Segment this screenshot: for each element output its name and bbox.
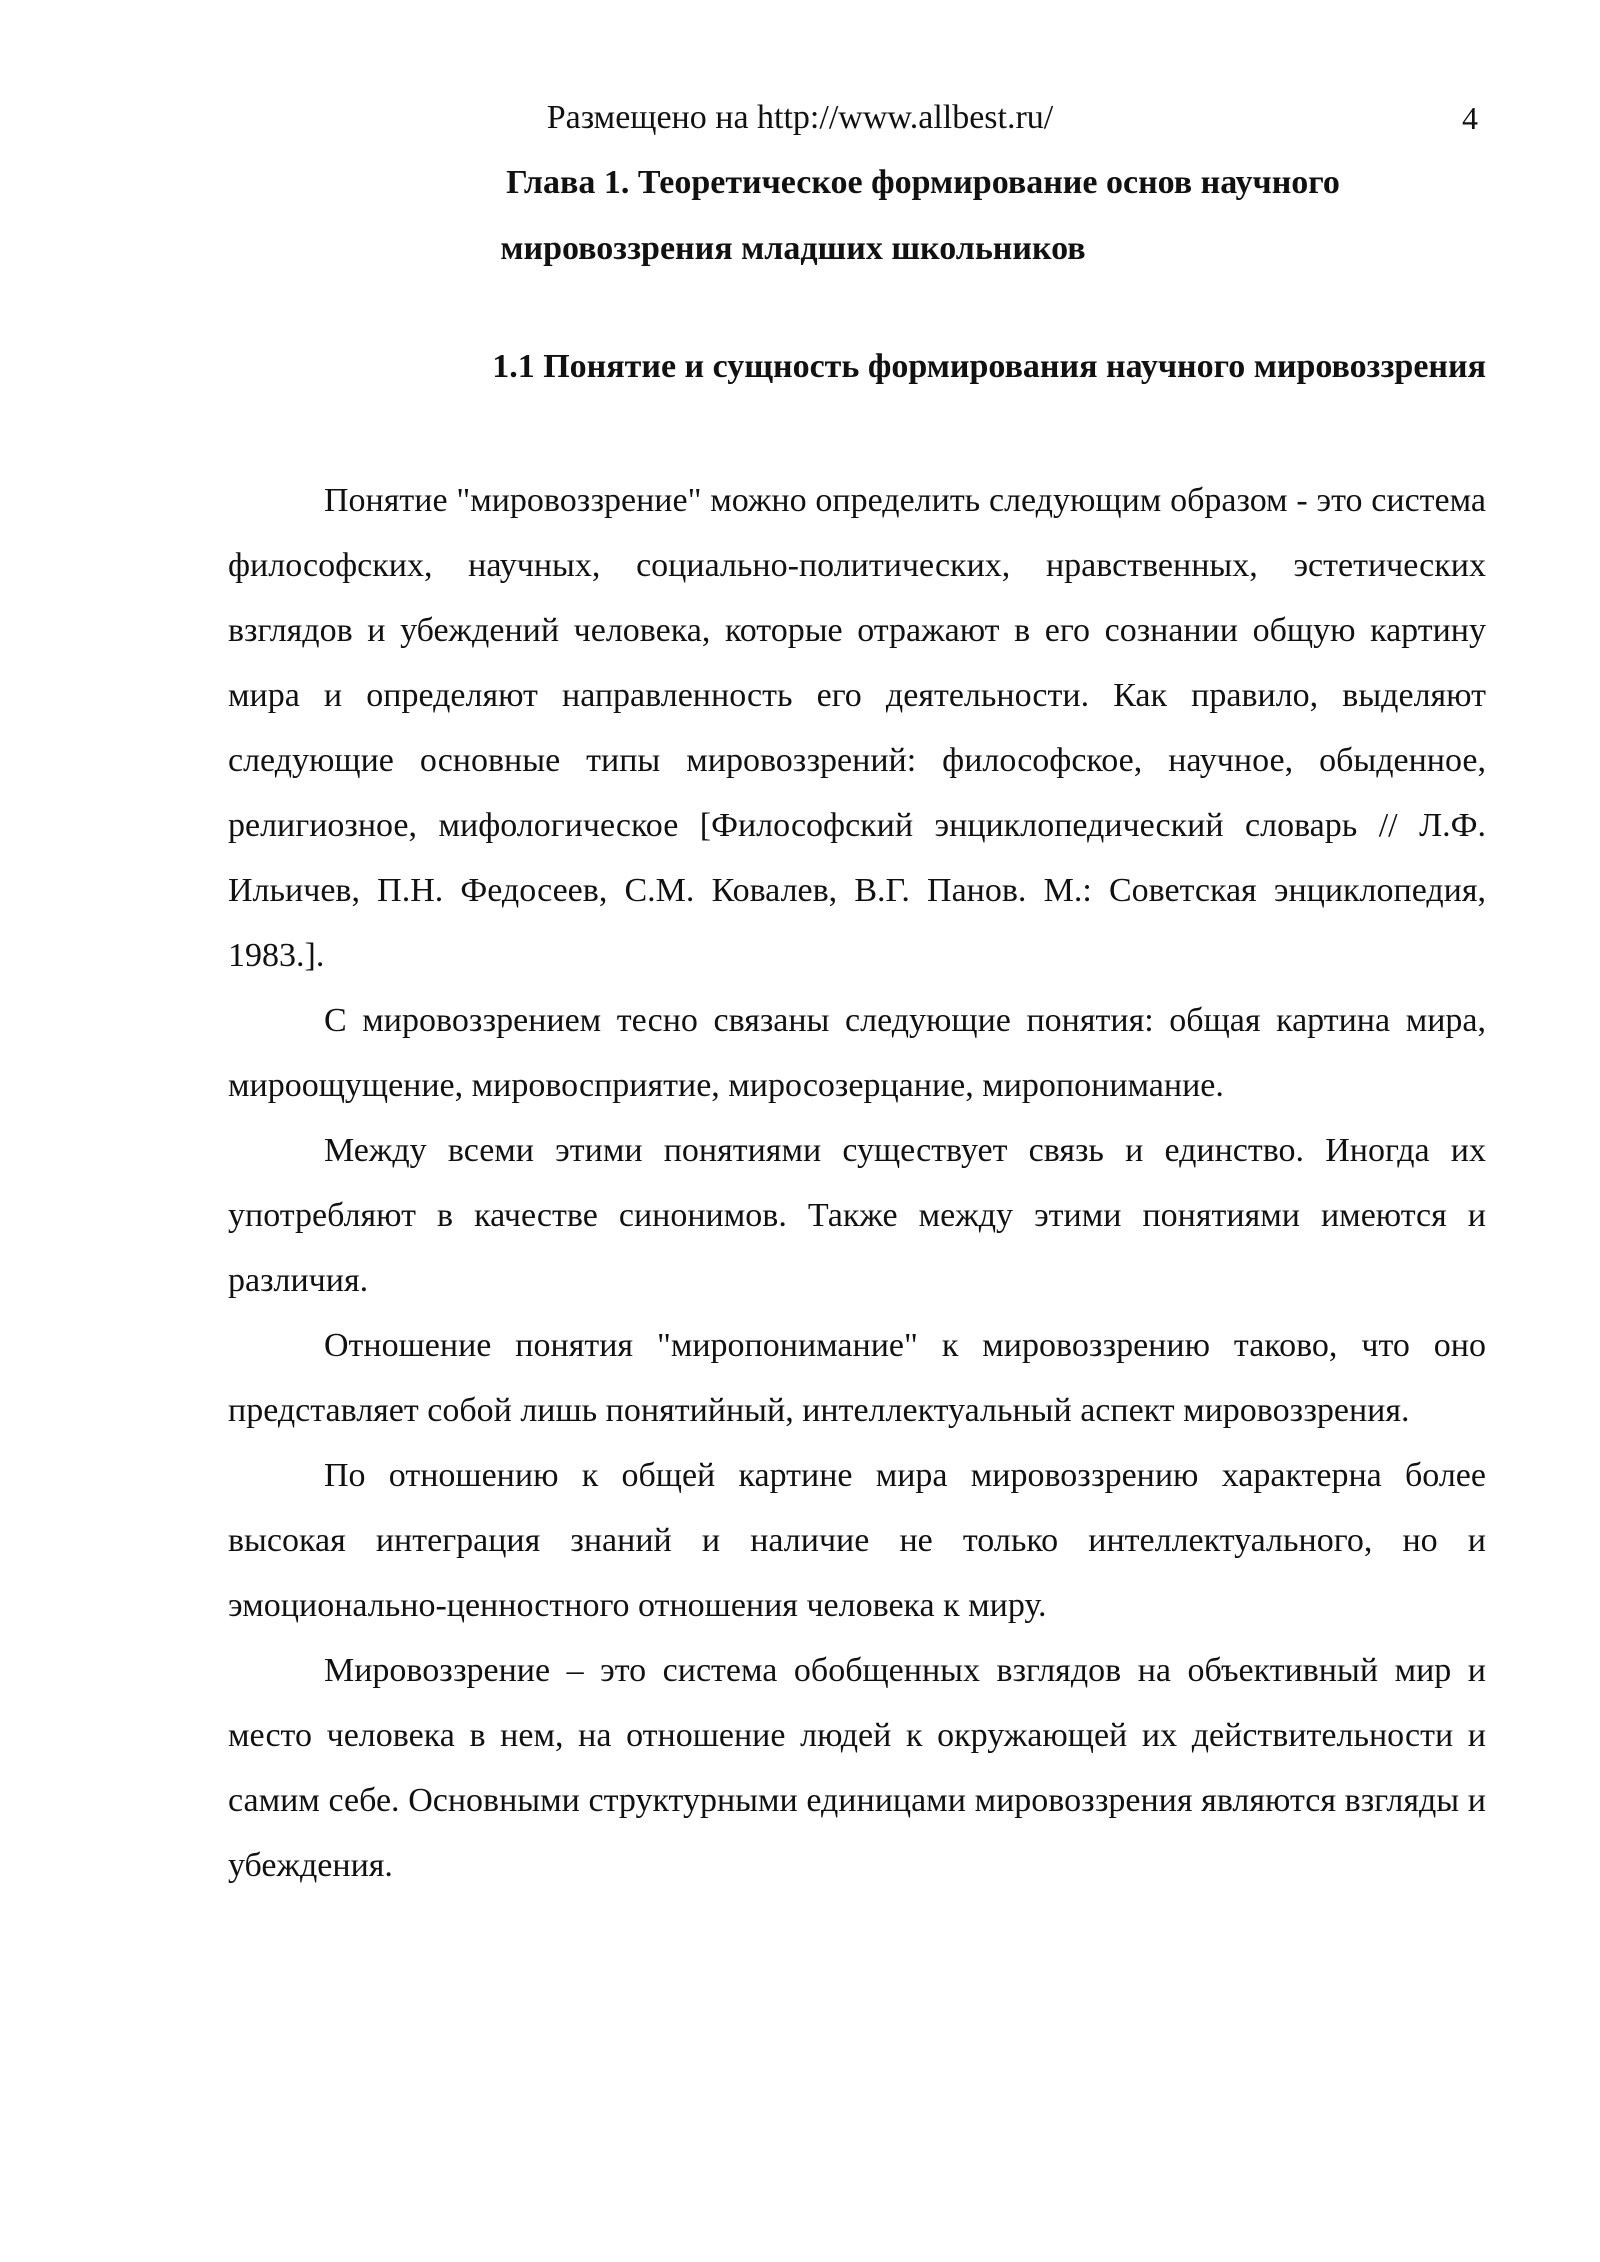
- page-number: 4: [1462, 100, 1478, 136]
- chapter-title-line-2: мировоззрения младших школьников: [500, 230, 1086, 267]
- paragraph: С мировоззрением тесно связаны следующие понятия: общая картина мира, мироощущение, мировосприятие, миросозерцание, миропонимание.: [228, 1002, 1486, 1104]
- paragraph: Мировоззрение – это система обобщенных взглядов на объективный мир и место человека в нем, на отношение людей к окружающей их действительности и самим себе. Основными структурными единицами мировоззрения являются взгляды и убеждения.: [228, 1652, 1486, 1884]
- paragraph: По отношению к общей картине мира мировоззрению характерна более высокая интеграция знаний и наличие не только интеллектуального, но и эмоционально-ценностного отношения человека к миру.: [228, 1457, 1486, 1624]
- paragraph: Отношение понятия "миропонимание" к мировоззрению таково, что оно представляет собой лишь понятийный, интеллектуальный аспект мировоззрения.: [228, 1327, 1486, 1429]
- paragraph: Понятие "мировоззрение" можно определить следующим образом - это система философских, научных, социально-политических, нравственных, эстетических взглядов и убеждений человека, которые отражают в его сознании общую картину мира и определяют направленность его деятельности. Как правило, выделяют следующие основные типы мировоззрений: философское, научное, обыденное, религиозное, мифологическое [Философский энциклопедический словарь // Л.Ф. Ильичев, П.Н. Федосеев, С.М. Ковалев, В.Г. Панов. М.: Советская энциклопедия, 1983.].: [228, 482, 1486, 974]
- source-header-text: Размещено на http://www.allbest.ru/: [546, 99, 1054, 136]
- body-text: [228, 468, 1486, 1898]
- chapter-title: [228, 150, 1488, 282]
- section-title: 1.1 Понятие и сущность формирования научного мировоззрения: [492, 348, 1486, 385]
- chapter-title-line-1: Глава 1. Теоретическое формирование основ научного: [506, 164, 1340, 201]
- source-header: [0, 96, 1600, 140]
- paragraph: Между всеми этими понятиями существует связь и единство. Иногда их употребляют в качестве синонимов. Также между этими понятиями имеются и различия.: [228, 1132, 1486, 1299]
